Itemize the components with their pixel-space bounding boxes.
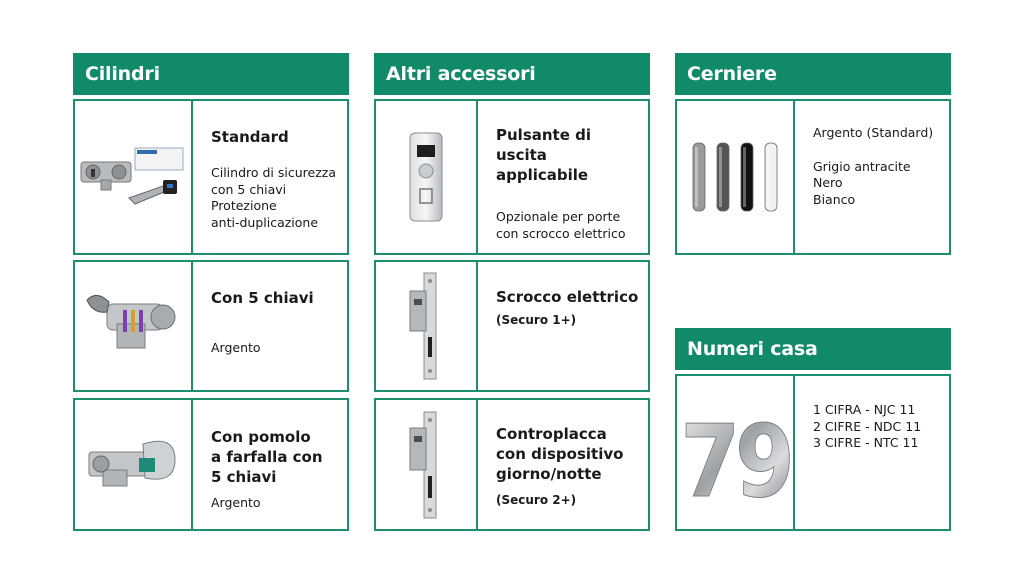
product-title: Pulsante di uscita applicabile: [496, 126, 591, 184]
hinges-image: [677, 101, 795, 253]
hinges-card[interactable]: [675, 99, 951, 255]
product-text: [496, 262, 642, 390]
cilindri-column: [73, 53, 349, 531]
product-image: [376, 400, 478, 529]
product-note: (Securo 1+): [496, 313, 577, 327]
hinge-swatch: [717, 143, 729, 211]
hinges-icon: [685, 137, 785, 217]
hinges-text: [813, 101, 943, 253]
product-image: [75, 101, 193, 253]
house-number-option: 2 CIFRE - NDC 11: [813, 418, 922, 434]
cylinder-with-key-icon: [83, 288, 183, 364]
product-text: [211, 400, 341, 529]
product-image: [376, 101, 478, 253]
hinge-option: Bianco: [813, 191, 856, 207]
hinge-highlight: [695, 147, 698, 207]
product-text: [211, 262, 341, 390]
house-numbers-card[interactable]: [675, 374, 951, 531]
strike-plate-icon: [406, 410, 446, 520]
accessori-column: [374, 53, 650, 531]
exit-button-icon: [406, 131, 446, 223]
hinge-option: Nero: [813, 175, 843, 190]
house-numbers-text: [813, 376, 943, 529]
house-number-option: 3 CIFRE - NTC 11: [813, 435, 919, 450]
product-title: Controplacca con dispositivo giorno/notte: [496, 425, 624, 483]
product-title: Con pomolo a farfalla con 5 chiavi: [211, 428, 323, 486]
hinge-option: Grigio antracite: [813, 158, 911, 174]
product-image: [75, 400, 193, 529]
product-image: [376, 262, 478, 390]
product-text: [496, 400, 642, 529]
hinge-swatch: [693, 143, 705, 211]
product-image: [75, 262, 193, 390]
hinge-options: [813, 159, 943, 209]
numeri-column: [675, 328, 951, 531]
house-number-options: [813, 402, 943, 452]
product-card-controplacca[interactable]: [374, 398, 650, 531]
house-number-image: [677, 376, 795, 529]
electric-strike-icon: [406, 271, 446, 381]
cerniere-column: [675, 53, 951, 257]
numeri-header: Numeri casa: [675, 328, 951, 370]
house-number-sample: [680, 398, 790, 508]
product-card-con-pomolo[interactable]: [73, 398, 349, 531]
product-card-standard[interactable]: [73, 99, 349, 255]
product-desc: Argento: [211, 495, 261, 510]
cerniere-header: Cerniere: [675, 53, 951, 95]
product-note: (Securo 2+): [496, 493, 577, 507]
product-desc: Opzionale per porte con scrocco elettrico: [496, 209, 626, 241]
cylinder-with-keys-icon: [79, 142, 187, 212]
product-title: Con 5 chiavi: [211, 289, 314, 307]
product-card-con-5-chiavi[interactable]: [73, 260, 349, 392]
product-title: Standard: [211, 128, 289, 146]
hinge-standard: Argento (Standard): [813, 125, 934, 140]
cilindri-header: Cilindri: [73, 53, 349, 95]
product-title: Scrocco elettrico: [496, 288, 639, 306]
product-desc: Argento: [211, 340, 261, 355]
thumbturn-cylinder-icon: [83, 430, 183, 500]
house-number-option: 1 CIFRA - NJC 11: [813, 402, 916, 417]
accessori-header: Altri accessori: [374, 53, 650, 95]
product-card-pulsante[interactable]: [374, 99, 650, 255]
product-card-scrocco-elettrico[interactable]: [374, 260, 650, 392]
hinge-swatch: [765, 143, 777, 211]
product-text: [211, 101, 341, 253]
product-text: [496, 101, 642, 253]
hinge-highlight: [767, 147, 770, 207]
product-desc: Cilindro di sicurezza con 5 chiavi Protezione anti-duplicazione: [211, 165, 336, 230]
hinge-highlight: [743, 147, 746, 207]
hinge-swatch: [741, 143, 753, 211]
house-number-text: 79: [680, 402, 790, 508]
hinge-highlight: [719, 147, 722, 207]
